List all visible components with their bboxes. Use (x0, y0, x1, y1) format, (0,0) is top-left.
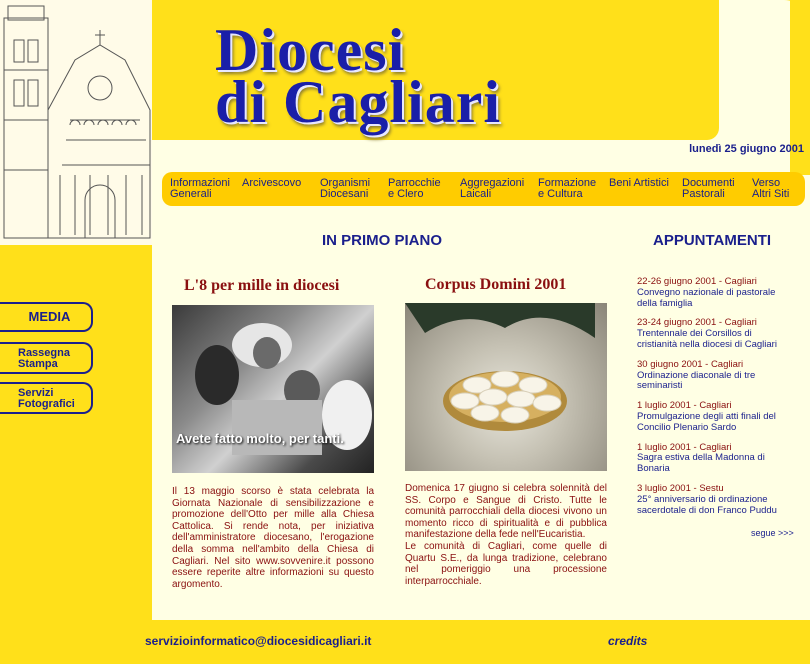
nav-documenti-pastorali[interactable]: Documenti Pastorali (682, 177, 735, 200)
list-item[interactable] (637, 443, 782, 475)
cathedral-icon (0, 0, 152, 245)
site-title-line1: Diocesi (215, 17, 406, 83)
appt-text: Sagra estiva della Madonna di Bonaria (637, 452, 765, 475)
people-photo-icon (172, 305, 374, 473)
list-item[interactable] (637, 277, 782, 309)
appt-date: 30 giugno 2001 - Cagliari (637, 358, 744, 370)
cathedral-drawing (0, 0, 152, 245)
email-link[interactable]: servizioinformatico@diocesidicagliari.it (145, 634, 372, 648)
nav-beni-artistici[interactable]: Beni Artistici (609, 177, 669, 189)
list-item[interactable] (637, 360, 782, 392)
servizi-fotografici-button[interactable]: Servizi Fotografici (0, 382, 93, 414)
list-item[interactable] (637, 318, 782, 350)
appt-text: Promulgazione degli atti finali del Concilio Plenario Sardo (637, 410, 776, 433)
appt-date: 1 luglio 2001 - Cagliari (637, 400, 732, 412)
appt-date: 22-26 giugno 2001 - Cagliari (637, 276, 757, 287)
nav-parrocchie-clero[interactable]: Parrocchie e Clero (388, 177, 441, 200)
list-item[interactable] (637, 401, 782, 433)
primo-piano-heading: IN PRIMO PIANO (322, 232, 443, 249)
nav-formazione-cultura[interactable]: Formazione e Cultura (538, 177, 597, 200)
segue-link[interactable]: segue >>> (751, 528, 794, 538)
article1-title[interactable]: L'8 per mille in diocesi (184, 277, 340, 294)
article2-body: Domenica 17 giugno si celebra solennità del SS. Corpo e Sangue di Cristo. Tutte le comunità parrocchiali della diocesi vivono un momento ricco di spiritualità e di pubblica manifestazione della fede nell'Eucaristia. Le comunità di Cagliari, come quelle di Quartu S.E., da lunga tradizione, celebrano nel pomeriggio una processione interparrocchiale. (405, 483, 607, 587)
site-title-line2: di Cagliari (215, 69, 502, 135)
appuntamenti-list (637, 277, 782, 525)
current-date: lunedì 25 giugno 2001 (689, 143, 804, 155)
hosts-plate-icon (405, 303, 607, 471)
article2-title[interactable]: Corpus Domini 2001 (425, 276, 567, 293)
nav-altri-siti[interactable]: Verso Altri Siti (752, 177, 790, 200)
article1-photo[interactable] (172, 305, 374, 473)
nav-aggregazioni-laicali[interactable]: Aggregazioni Laicali (460, 177, 525, 200)
article2-photo[interactable] (405, 303, 607, 471)
appt-date: 3 luglio 2001 - Sestu (637, 482, 724, 494)
list-item[interactable] (637, 484, 782, 516)
article1-body: Il 13 maggio scorso è stata celebrata la Giornata Nazionale di sensibilizzazione e promozione dell'Otto per mille alla Chiesa Cattolica. Si rende nota, per iniziativa dell'amministratore diocesano, l'erogazione della somma nell'ambito della Chiesa di Cagliari. Nel sito www.sovvenire.it possono essere reperite altre informazioni su questo argomento. (172, 486, 374, 590)
appt-text: Ordinazione diaconale di tre seminaristi (637, 369, 756, 392)
nav-organismi-diocesani[interactable]: Organismi Diocesani (320, 177, 371, 200)
appt-text: 25° anniversario di ordinazione sacerdotale di don Franco Puddu (637, 493, 777, 516)
appuntamenti-heading: APPUNTAMENTI (653, 232, 772, 249)
appt-date: 1 luglio 2001 - Cagliari (637, 441, 732, 453)
appt-text: Convegno nazionale di pastorale della famiglia (637, 286, 776, 309)
media-button[interactable]: MEDIA (0, 302, 93, 332)
nav-informazioni-generali[interactable]: Informazioni Generali (170, 177, 230, 200)
appt-text: Trentennale dei Corsillos di cristianità nella diocesi di Cagliari (637, 328, 777, 350)
rassegna-stampa-button[interactable]: Rassegna Stampa (0, 342, 93, 374)
article1-photo-caption: Avete fatto molto, per tanti. (176, 431, 344, 446)
appt-date: 23-24 giugno 2001 - Cagliari (637, 317, 757, 329)
credits-link[interactable]: credits (608, 634, 648, 648)
nav-arcivescovo[interactable]: Arcivescovo (242, 177, 302, 189)
